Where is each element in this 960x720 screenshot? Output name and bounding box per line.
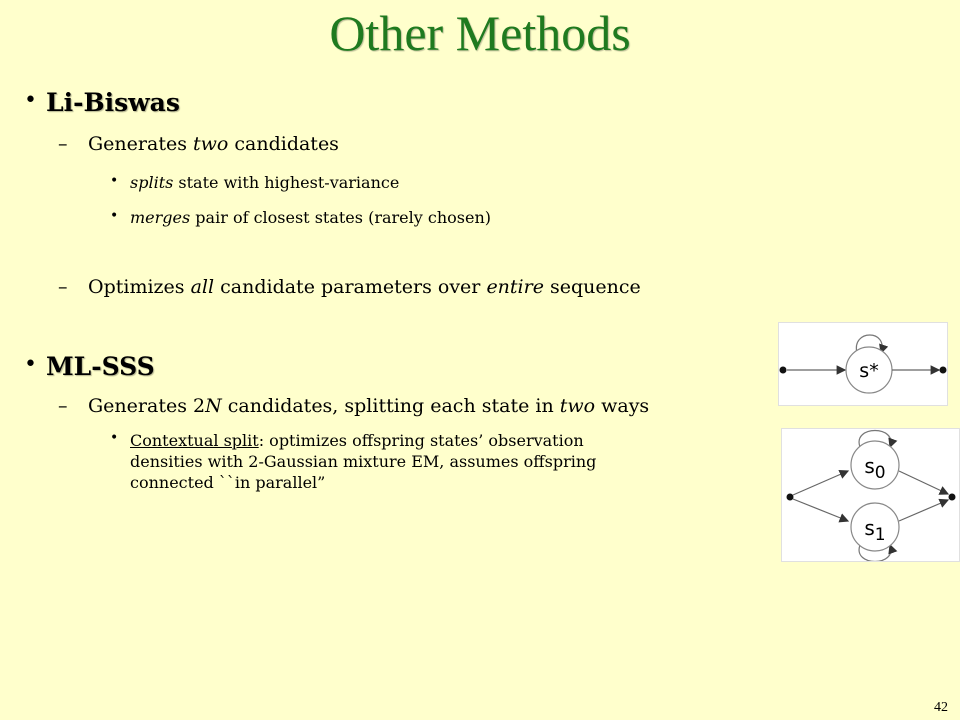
- ml-sss-item-1: Generates 2N candidates, splitting each state in two ways: [88, 395, 650, 417]
- ml-sss-subitem-contextual-split: Contextual split: optimizes offspring states’ observation densities with 2-Gaussian mixture EM, assumes offspring connected ``in parallel”: [130, 431, 597, 492]
- section-heading-li-biswas: Li-Biswas: [46, 88, 180, 117]
- li-biswas-subitem-splits: splits state with highest-variance: [130, 173, 400, 192]
- slide-title: Other Methods: [329, 5, 631, 61]
- source-node: [787, 494, 794, 501]
- edge-s0-sink: [899, 471, 948, 494]
- sink-node: [940, 367, 947, 374]
- source-node: [780, 367, 787, 374]
- edge-s1-sink: [899, 500, 948, 521]
- state-diagram-parallel: [781, 428, 960, 562]
- bullet-marker: •: [110, 208, 119, 224]
- page-number: 42: [934, 700, 948, 715]
- state-diagram-single: [778, 322, 948, 406]
- edge-source-s1: [793, 499, 848, 521]
- sink-node: [949, 494, 956, 501]
- parallel-states-graph: [782, 429, 959, 561]
- li-biswas-item-2: Optimizes all candidate parameters over entire sequence: [88, 276, 641, 298]
- li-biswas-subitem-merges: merges pair of closest states (rarely chosen): [130, 208, 491, 227]
- dash-marker: –: [58, 395, 68, 417]
- li-biswas-item-1: Generates two candidates: [88, 133, 339, 155]
- state-s0-label: $s_0$: [864, 454, 886, 483]
- single-state-graph: [779, 323, 947, 405]
- bullet-marker: •: [110, 173, 119, 189]
- bullet-marker: •: [24, 88, 37, 113]
- dash-marker: –: [58, 133, 68, 155]
- section-heading-ml-sss: ML-SSS: [46, 352, 155, 381]
- edge-source-s0: [793, 471, 848, 495]
- bullet-marker: •: [24, 352, 37, 377]
- state-s-star-label: s*: [859, 360, 879, 382]
- dash-marker: –: [58, 276, 68, 298]
- bullet-marker: •: [110, 430, 119, 446]
- contextual-split-term: Contextual split: [130, 431, 259, 450]
- state-s1-label: $s_1$: [864, 516, 886, 545]
